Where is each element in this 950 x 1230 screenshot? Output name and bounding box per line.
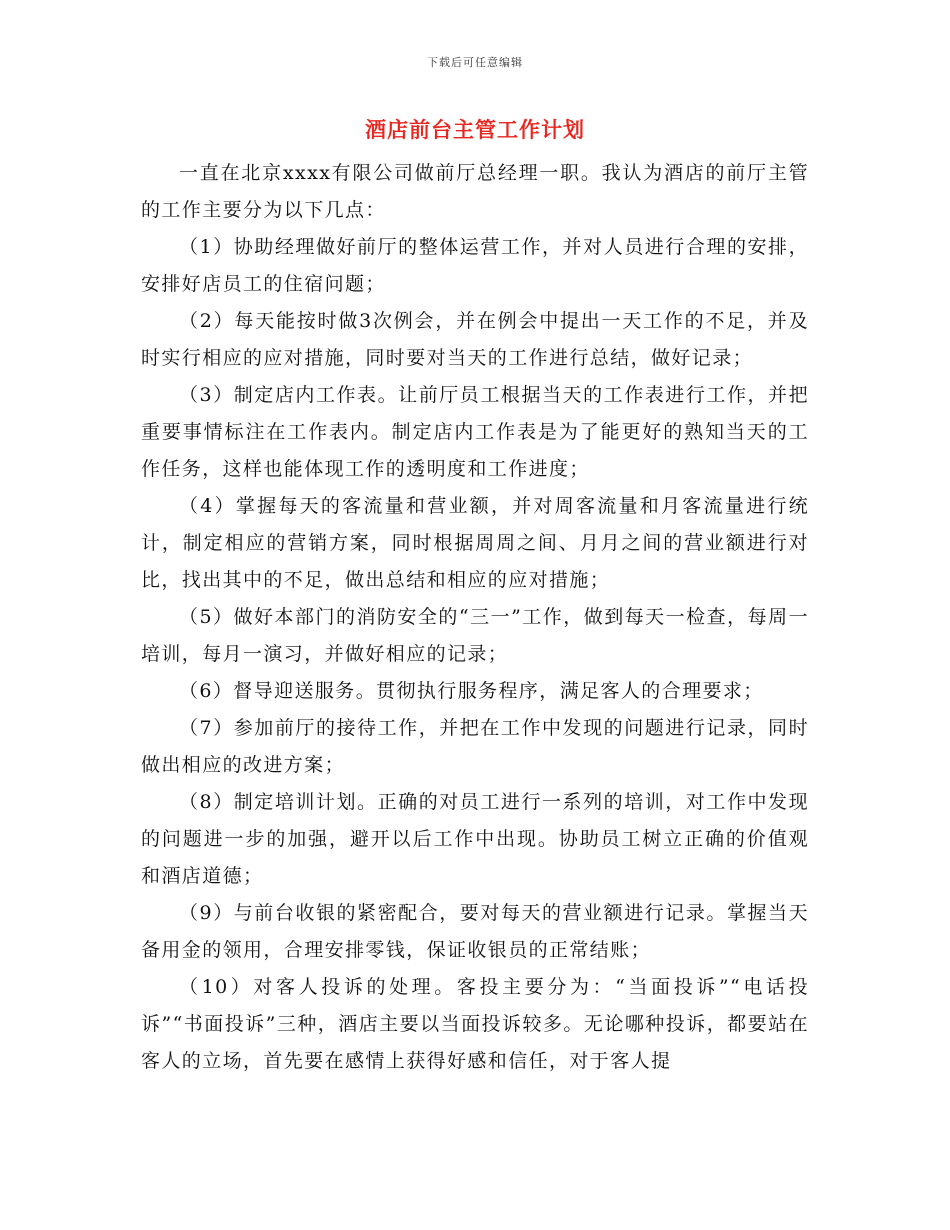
list-item-7: （7）参加前厅的接待工作，并把在工作中发现的问题进行记录，同时做出相应的改进方案； xyxy=(141,717,809,776)
list-item-6: （6）督导迎送服务。贯彻执行服务程序，满足客人的合理要求； xyxy=(179,680,764,702)
list-item-2: （2）每天能按时做3次例会，并在例会中提出一天工作的不足，并及时实行相应的应对措施，同时要对当天的工作进行总结，做好记录； xyxy=(141,310,809,369)
list-item-1: （1）协助经理做好前厅的整体运营工作，并对人员进行合理的安排，安排好店员工的住宿问题； xyxy=(141,236,809,295)
list-item-3: （3）制定店内工作表。让前厅员工根据当天的工作表进行工作，并把重要事情标注在工作表内。制定店内工作表是为了能更好的熟知当天的工作任务，这样也能体现工作的透明度和工作进度； xyxy=(141,384,809,480)
list-item-5: （5）做好本部门的消防安全的“三一”工作，做到每天一检查，每周一培训，每月一演习，并做好相应的记录； xyxy=(141,606,809,665)
document-body xyxy=(141,155,809,1080)
list-item-9: （9）与前台收银的紧密配合，要对每天的营业额进行记录。掌握当天备用金的领用，合理安排零钱，保证收银员的正常结账； xyxy=(141,902,809,961)
list-item-8: （8）制定培训计划。正确的对员工进行一系列的培训，对工作中发现的问题进一步的加强，避开以后工作中出现。协助员工树立正确的价值观和酒店道德； xyxy=(141,791,809,887)
intro-paragraph: 一直在北京xxxx有限公司做前厅总经理一职。我认为酒店的前厅主管的工作主要分为以下几点： xyxy=(141,162,809,221)
list-item-10: （10）对客人投诉的处理。客投主要分为：“当面投诉”“电话投诉”“书面投诉”三种，酒店主要以当面投诉较多。无论哪种投诉，都要站在客人的立场，首先要在感情上获得好感和信任，对于客人提 xyxy=(141,976,809,1072)
list-item-4: （4）掌握每天的客流量和营业额，并对周客流量和月客流量进行统计，制定相应的营销方案，同时根据周周之间、月月之间的营业额进行对比，找出其中的不足，做出总结和相应的应对措施； xyxy=(141,495,809,591)
header-note: 下载后可任意编辑 xyxy=(427,56,523,69)
document-title: 酒店前台主管工作计划 xyxy=(365,117,585,142)
